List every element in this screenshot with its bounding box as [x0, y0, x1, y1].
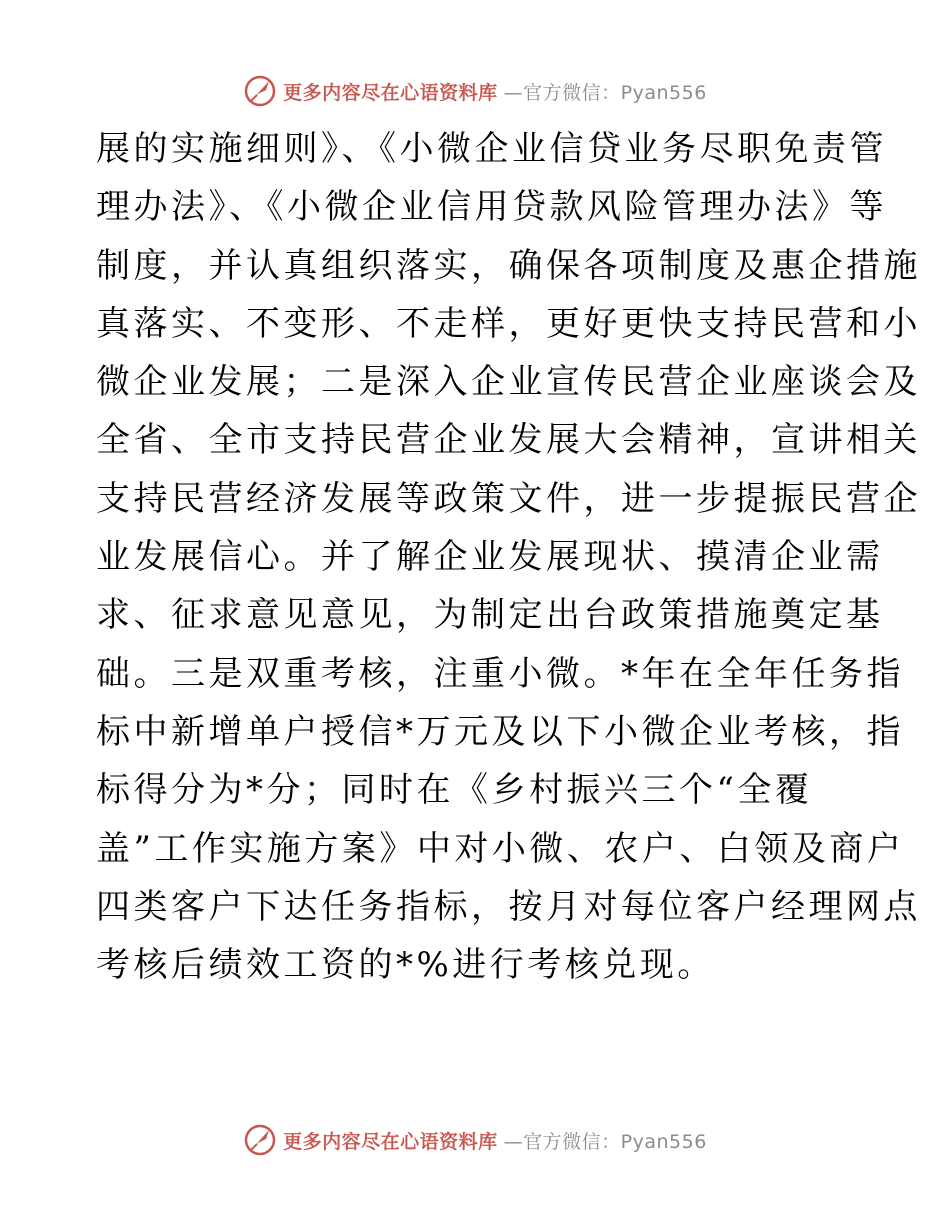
footer-brand-text: 更多内容尽在心语资料库 [283, 1130, 498, 1153]
body-line: 微企业发展；二是深入企业宣传民营企业座谈会及 [96, 362, 921, 403]
quill-seal-icon [243, 74, 277, 108]
body-line: 真落实、不变形、不走样，更好更快支持民营和小 [96, 303, 921, 344]
body-line: 展的实施细则》、《小微企业信贷业务尽职免责管 [96, 129, 887, 169]
body-line: 支持民营经济发展等政策文件，进一步提振民营企 [96, 478, 921, 519]
header-banner [0, 71, 950, 111]
body-line: 四类客户下达任务指标，按月对每位客户经理网点 [96, 886, 921, 927]
body-line: 理办法》、《小微企业信用贷款风险管理办法》等 [96, 187, 887, 228]
body-line: 考核后绩效工资的*%进行考核兑现。 [96, 945, 715, 986]
document-body [96, 120, 921, 994]
body-line: 标中新增单户授信*万元及以下小微企业考核，指 [96, 711, 904, 752]
body-line: 制度，并认真组织落实，确保各项制度及惠企措施 [96, 245, 921, 286]
header-wechat-text: —官方微信：Pyan556 [503, 81, 707, 104]
body-line: 全省、全市支持民营企业发展大会精神，宣讲相关 [96, 420, 921, 461]
body-line: 业发展信心。并了解企业发展现状、摸清企业需 [96, 537, 884, 578]
body-line: 础。三是双重考核，注重小微。*年在全年任务指 [96, 653, 904, 694]
body-line: 求、征求意见意见，为制定出台政策措施奠定基 [96, 595, 884, 636]
quill-seal-icon [243, 1123, 277, 1157]
body-line: 标得分为*分；同时在《乡村振兴三个“全覆 [96, 770, 813, 811]
header-brand-text: 更多内容尽在心语资料库 [283, 81, 498, 104]
footer-wechat-text: —官方微信：Pyan556 [503, 1130, 707, 1153]
body-line: 盖”工作实施方案》中对小微、农户、白领及商户 [96, 828, 905, 869]
footer-banner [0, 1120, 950, 1160]
